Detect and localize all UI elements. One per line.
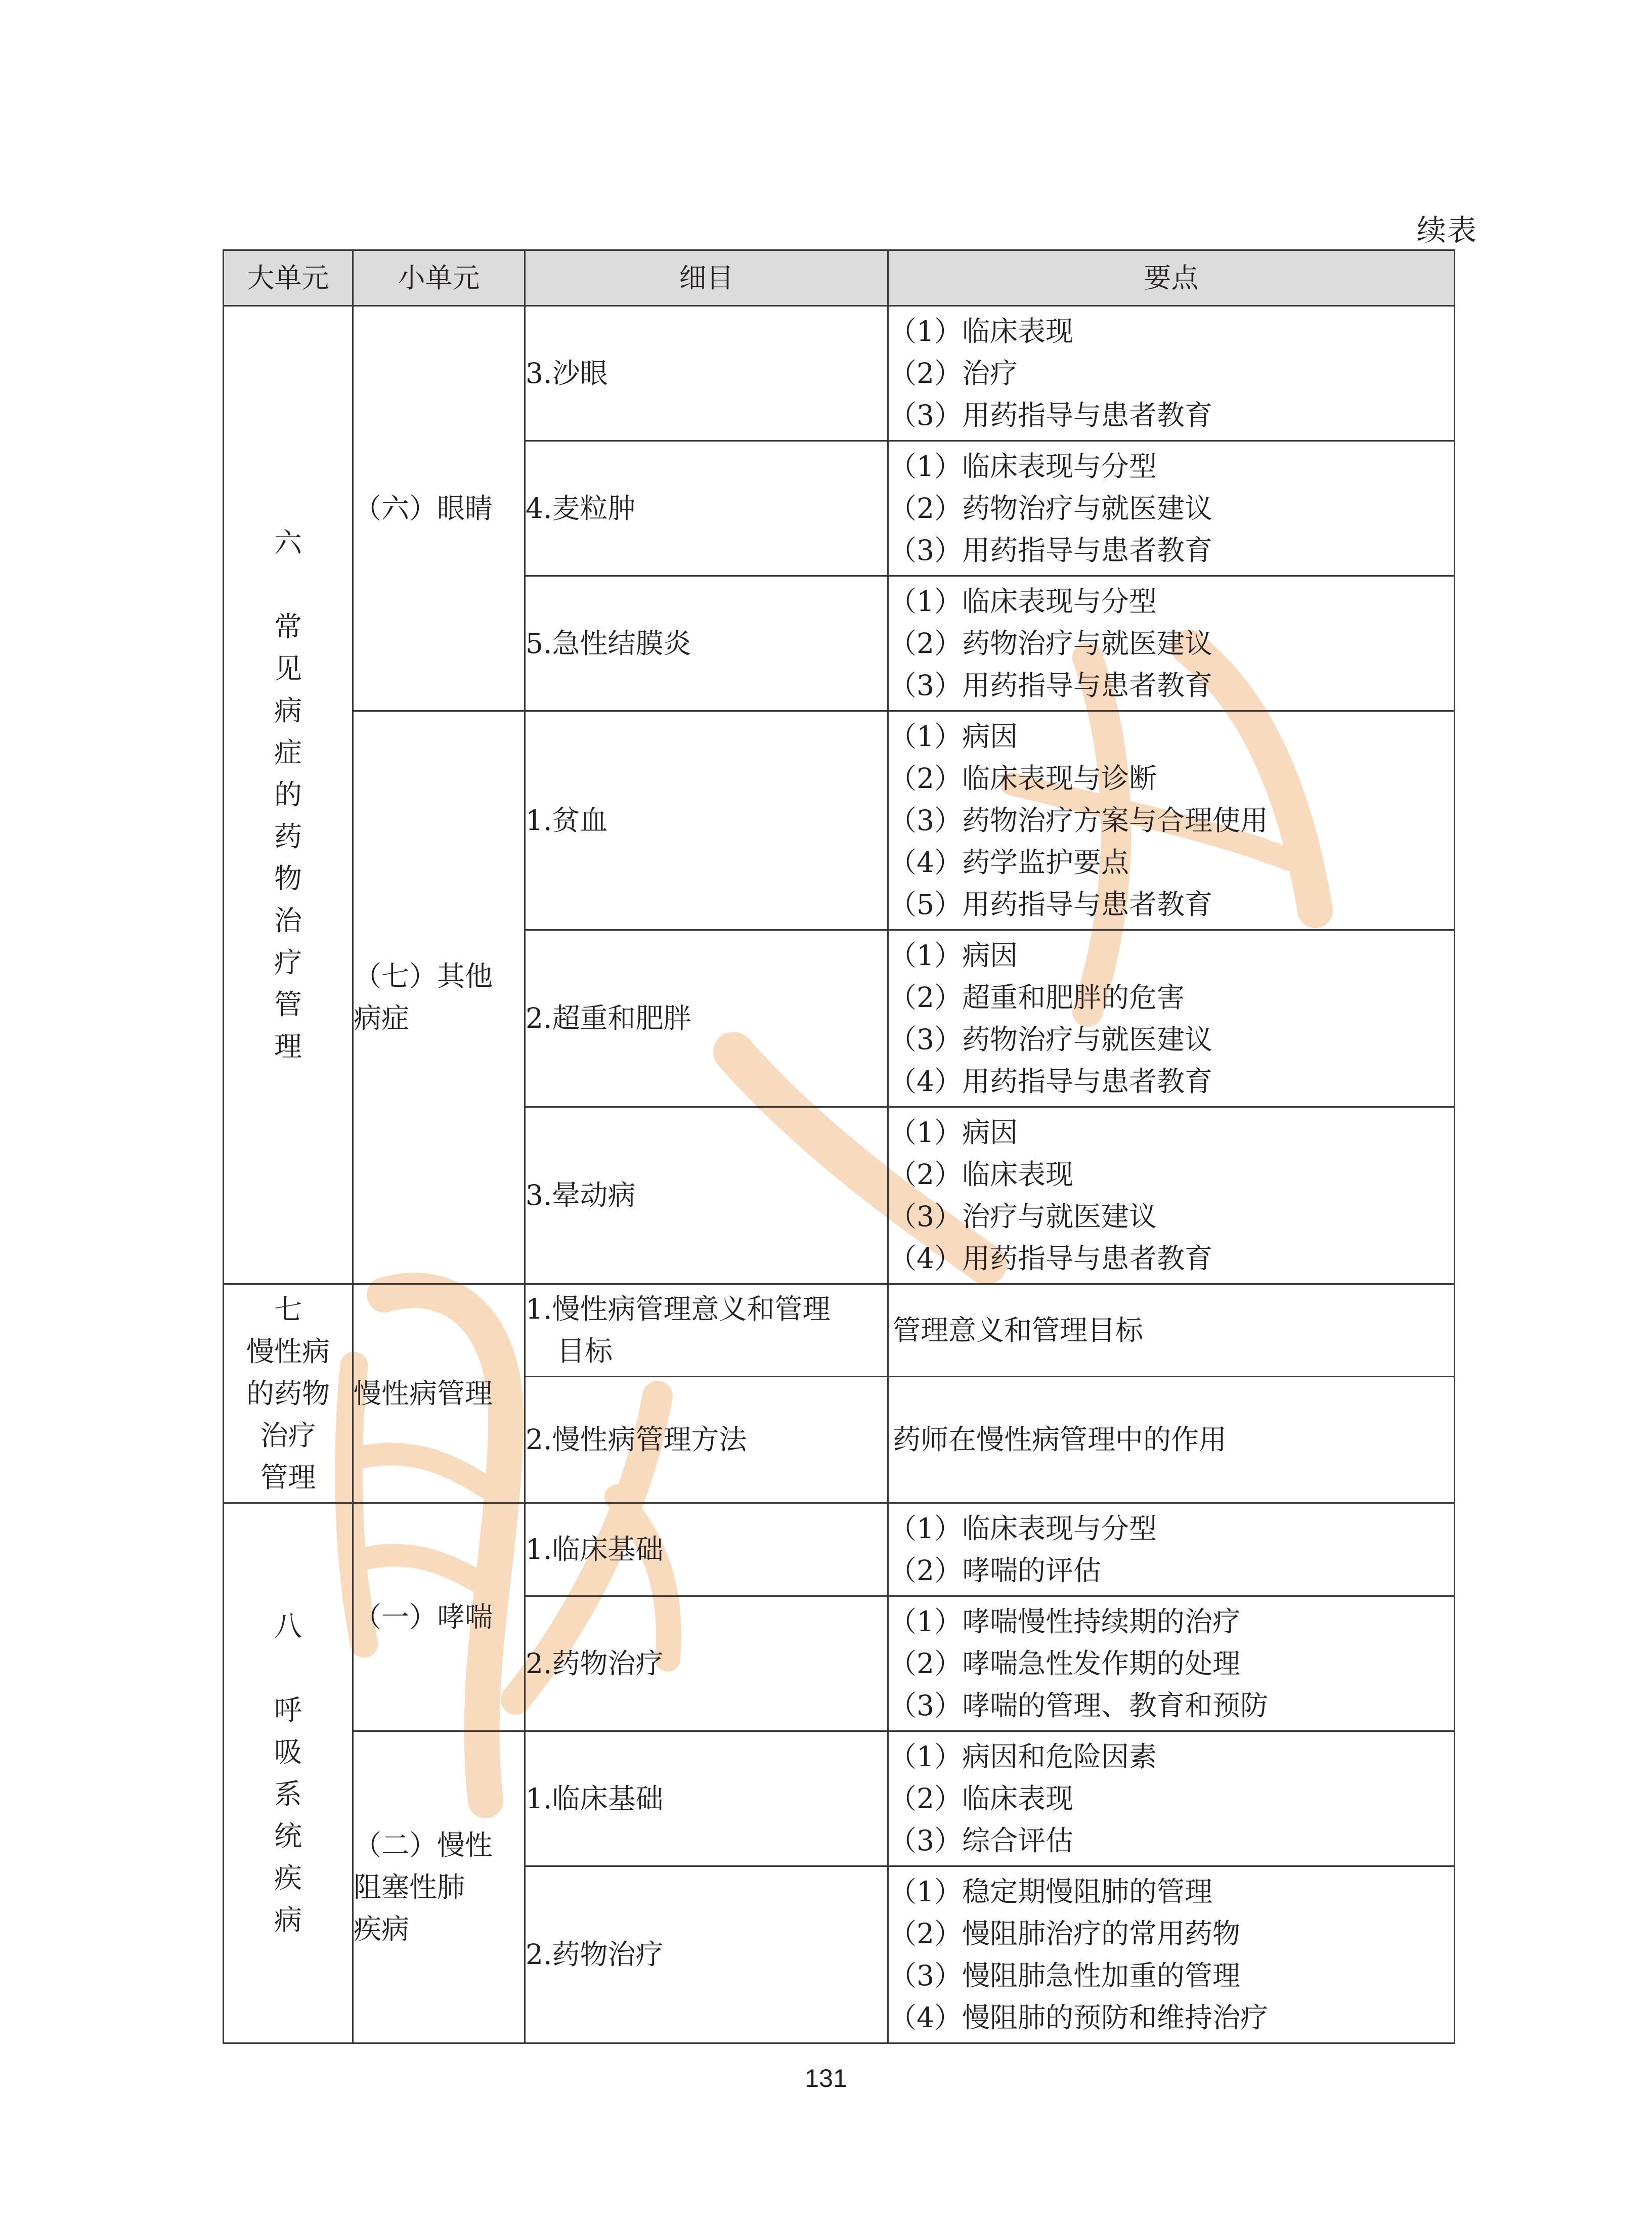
minor-unit-copd: （二）慢性 阻塞性肺 疾病 — [353, 1731, 525, 2043]
points-cell: （1）病因 （2）临床表现与诊断 （3）药物治疗方案与合理使用 （4）药学监护要点 （5）用药指导与患者教育 — [888, 711, 1455, 930]
header-major-unit: 大单元 — [224, 250, 353, 306]
page-number: 131 — [805, 2064, 847, 2092]
major-unit-6-char: 的 — [274, 778, 302, 811]
points-cell: （1）病因和危险因素 （2）临床表现 （3）综合评估 — [888, 1731, 1455, 1866]
points-cell: 管理意义和管理目标 — [888, 1284, 1455, 1377]
major-unit-8-char: 统 — [274, 1819, 302, 1852]
major-unit-6 — [224, 306, 353, 1284]
detail-cell: 1.临床基础 — [525, 1731, 888, 1866]
major-unit-8-number: 八 — [274, 1609, 302, 1642]
header-minor-unit: 小单元 — [353, 250, 525, 306]
major-unit-7: 七 慢性病 的药物 治疗 管理 — [224, 1284, 353, 1503]
points-cell: 药师在慢性病管理中的作用 — [888, 1377, 1455, 1503]
table-row — [224, 711, 1455, 930]
detail-cell: 5.急性结膜炎 — [525, 576, 888, 711]
points-cell: （1）病因 （2）超重和肥胖的危害 （3）药物治疗与就医建议 （4）用药指导与患者教育 — [888, 930, 1455, 1107]
detail-cell: 3.晕动病 — [525, 1107, 888, 1284]
minor-unit-eyes: （六）眼睛 — [353, 306, 525, 711]
major-unit-6-char: 管 — [274, 988, 302, 1021]
major-unit-8-char: 疾 — [274, 1861, 302, 1894]
points-cell: （1）临床表现 （2）治疗 （3）用药指导与患者教育 — [888, 306, 1455, 441]
minor-unit-other-diseases: （七）其他 病症 — [353, 711, 525, 1284]
minor-unit-asthma: （一）哮喘 — [353, 1503, 525, 1731]
detail-cell: 1.贫血 — [525, 711, 888, 930]
minor-unit-chronic-disease: 慢性病管理 — [353, 1284, 525, 1503]
detail-cell: 2.药物治疗 — [525, 1866, 888, 2043]
major-unit-6-char: 症 — [274, 736, 302, 769]
points-cell: （1）临床表现与分型 （2）药物治疗与就医建议 （3）用药指导与患者教育 — [888, 576, 1455, 711]
major-unit-8-char: 吸 — [274, 1735, 302, 1768]
major-unit-8-char: 呼 — [274, 1693, 302, 1726]
detail-cell: 4.麦粒肿 — [525, 441, 888, 576]
major-unit-6-char: 治 — [274, 904, 302, 937]
table-header-row — [224, 250, 1455, 306]
major-unit-6-char: 病 — [274, 694, 302, 727]
table-row — [224, 1503, 1455, 1596]
major-unit-8 — [224, 1503, 353, 2043]
major-unit-6-char: 常 — [274, 610, 302, 643]
major-unit-6-number: 六 — [274, 527, 302, 559]
major-unit-6-char: 药 — [274, 820, 302, 853]
header-detail: 细目 — [525, 250, 888, 306]
syllabus-table — [223, 249, 1455, 2044]
detail-cell: 1.临床基础 — [525, 1503, 888, 1596]
major-unit-8-char: 系 — [274, 1777, 302, 1810]
major-unit-6-char: 理 — [274, 1030, 302, 1063]
points-cell: （1）哮喘慢性持续期的治疗 （2）哮喘急性发作期的处理 （3）哮喘的管理、教育和预防 — [888, 1596, 1455, 1731]
major-unit-8-char: 病 — [274, 1903, 302, 1936]
detail-cell: 2.超重和肥胖 — [525, 930, 888, 1107]
header-key-points: 要点 — [888, 250, 1455, 306]
points-cell: （1）病因 （2）临床表现 （3）治疗与就医建议 （4）用药指导与患者教育 — [888, 1107, 1455, 1284]
major-unit-6-char: 见 — [274, 652, 302, 685]
major-unit-6-char: 疗 — [274, 946, 302, 979]
continuation-label: 续表 — [1416, 213, 1477, 247]
detail-cell: 3.沙眼 — [525, 306, 888, 441]
table-row — [224, 306, 1455, 441]
table-row — [224, 1731, 1455, 1866]
points-cell: （1）稳定期慢阻肺的管理 （2）慢阻肺治疗的常用药物 （3）慢阻肺急性加重的管理 （4）慢阻肺的预防和维持治疗 — [888, 1866, 1455, 2043]
detail-cell: 2.慢性病管理方法 — [525, 1377, 888, 1503]
table-row — [224, 1284, 1455, 1377]
points-cell: （1）临床表现与分型 （2）哮喘的评估 — [888, 1503, 1455, 1596]
major-unit-6-char: 物 — [274, 862, 302, 895]
points-cell: （1）临床表现与分型 （2）药物治疗与就医建议 （3）用药指导与患者教育 — [888, 441, 1455, 576]
detail-cell: 1.慢性病管理意义和管理 目标 — [525, 1284, 888, 1377]
detail-cell: 2.药物治疗 — [525, 1596, 888, 1731]
